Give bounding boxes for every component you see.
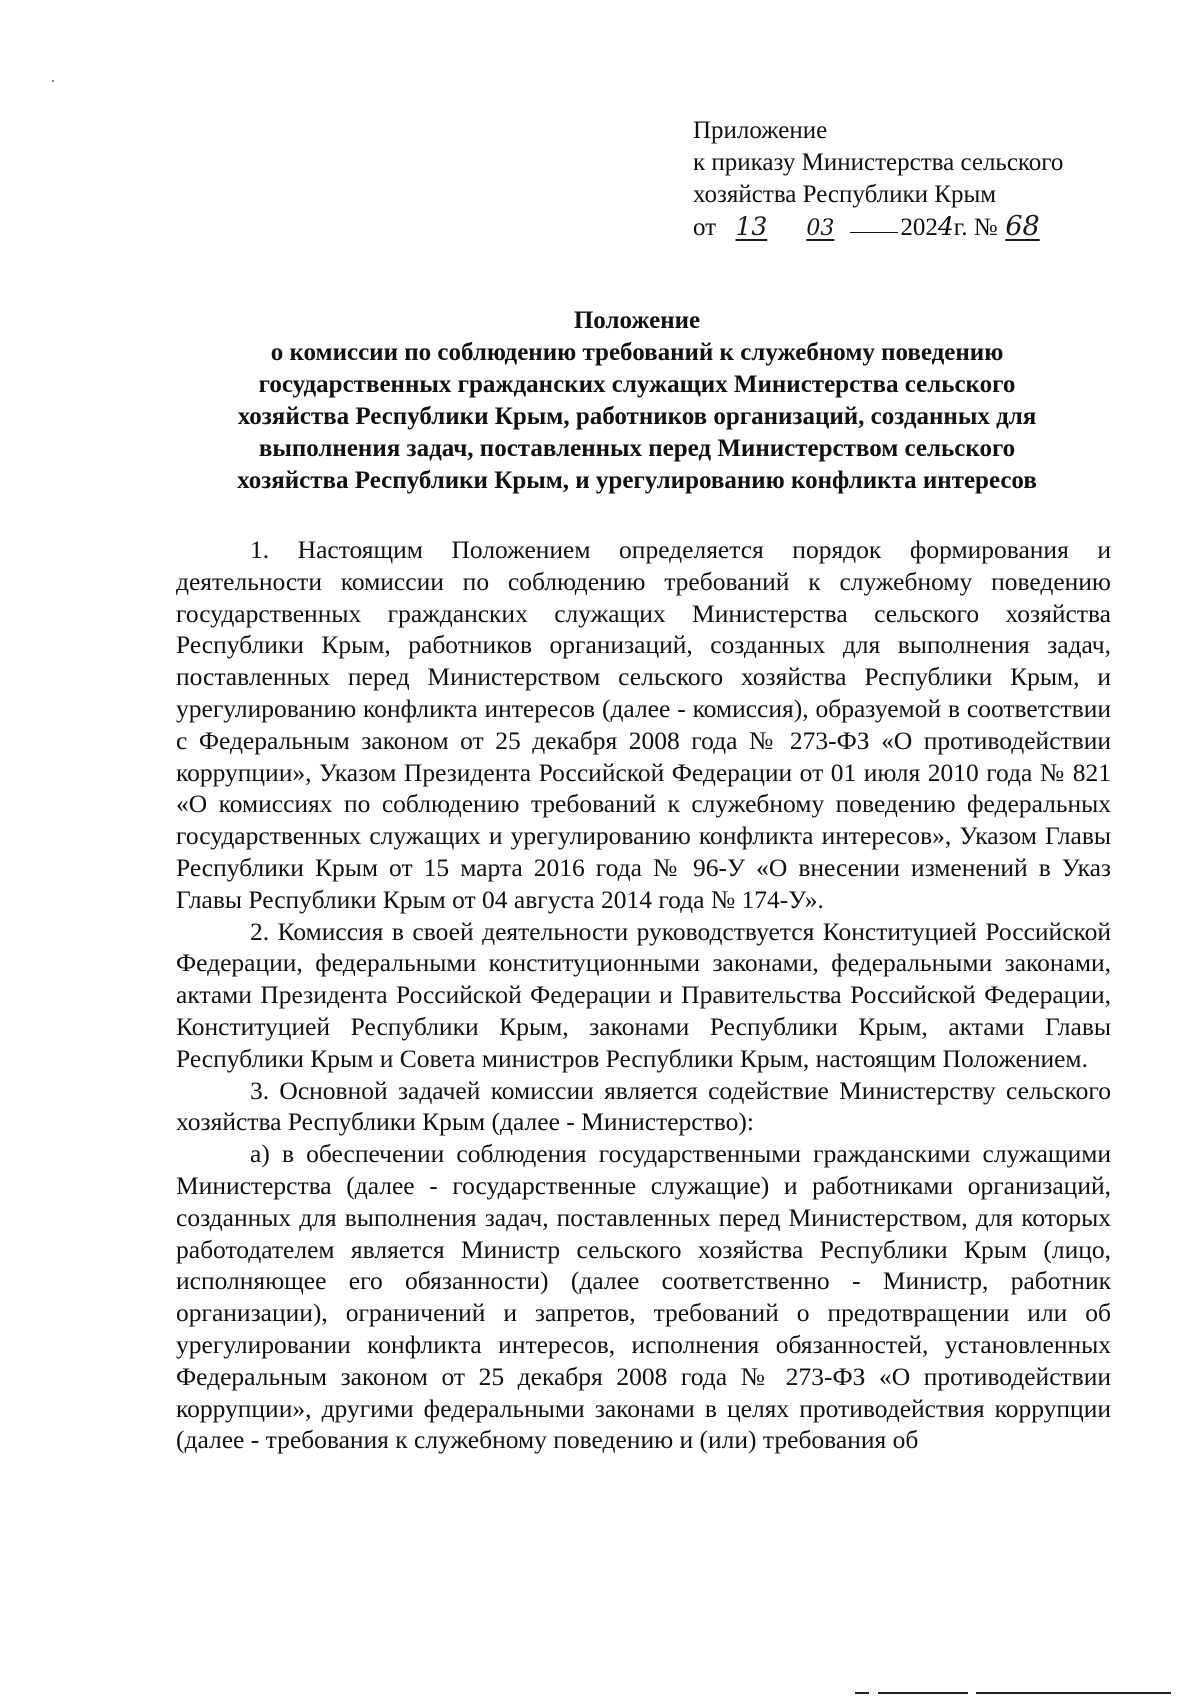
handwritten-month: 03 xyxy=(806,216,835,241)
scan-speck xyxy=(52,80,54,82)
order-date-prefix: от xyxy=(693,214,717,241)
title-line-3: государственных гражданских служащих Министерства сельского xyxy=(258,371,1016,398)
document-body xyxy=(176,534,1111,1456)
footer-rule xyxy=(855,1692,869,1694)
title-line-1: Положение xyxy=(573,307,701,334)
handwritten-year-digit: 4 xyxy=(937,212,954,241)
appendix-block xyxy=(693,115,1163,245)
paragraph-2: 2. Комиссия в своей деятельности руководствуется Конституцией Российской Федерации, федеральными конституционными законами, федеральными законами, актами Президента Российской Федерации и Правительства Российской Федерации, Конституцией Республики Крым, законами Республики Крым, актами Главы Республики Крым и Совета министров Республики Крым, настоящим Положением. xyxy=(176,916,1111,1073)
handwritten-order-number: 68 xyxy=(1005,211,1040,242)
footer-rule xyxy=(976,1692,1171,1694)
handwritten-day: 13 xyxy=(735,212,768,241)
paragraph-3a: а) в обеспечении соблюдения государственными гражданскими служащими Министерства (далее - государственные служащие) и работниками организаций, созданных для выполнения задач, поставленных перед Министерством, для которых работодателем является Министр сельского хозяйства Республики Крым (лицо, исполняющее его обязанности) (далее соответственно - Министр, работник организации), ограничений и запретов, требований о предотвращении или об урегулировании конфликта интересов, исполнения обязанностей, установленных Федеральным законом от 25 декабря 2008 года № 273-ФЗ «О противодействии коррупции», другими федеральными законами в целях противодействия коррупции (далее - требования к служебному поведению и (или) требования об xyxy=(176,1139,1111,1455)
date-underline xyxy=(850,231,898,233)
appendix-heading: Приложение xyxy=(693,117,828,144)
paragraph-3: 3. Основной задачей комиссии является содействие Министерству сельского хозяйства Республики Крым (далее - Министерство): xyxy=(176,1075,1111,1137)
order-number-label: г. № xyxy=(953,214,998,241)
paragraph-1: 1. Настоящим Положением определяется порядок формирования и деятельности комиссии по соблюдению требований к служебному поведению государственных гражданских служащих Министерства сельского хозяйства Республики Крым, работников организаций, созданных для выполнения задач, поставленных перед Министерством сельского хозяйства Республики Крым, и урегулированию конфликта интересов (далее - комиссия), образуемой в соответствии с Федеральным законом от 25 декабря 2008 года № 273-ФЗ «О противодействии коррупции», Указом Президента Российской Федерации от 01 июля 2010 года № 821 «О комиссиях по соблюдению требований к служебному поведению федеральных государственных служащих и урегулированию конфликта интересов», Указом Главы Республики Крым от 15 марта 2016 года № 96-У «О внесении изменений в Указ Главы Республики Крым от 04 августа 2014 года № 174-У». xyxy=(176,535,1111,914)
title-line-6: хозяйства Республики Крым, и урегулированию конфликта интересов xyxy=(237,467,1037,494)
year-prefix: 202 xyxy=(900,214,938,241)
footer-rule xyxy=(878,1692,968,1694)
order-date-number xyxy=(693,211,1163,245)
title-line-5: выполнения задач, поставленных перед Министерством сельского xyxy=(258,435,1016,462)
document-title xyxy=(172,305,1102,497)
appendix-order-ref: к приказу Министерства сельского xyxy=(693,149,1064,176)
title-line-4: хозяйства Республики Крым, работников организаций, созданных для xyxy=(237,403,1037,430)
title-line-2: о комиссии по соблюдению требований к служебному поведению xyxy=(270,339,1004,366)
appendix-ministry: хозяйства Республики Крым xyxy=(693,181,997,208)
